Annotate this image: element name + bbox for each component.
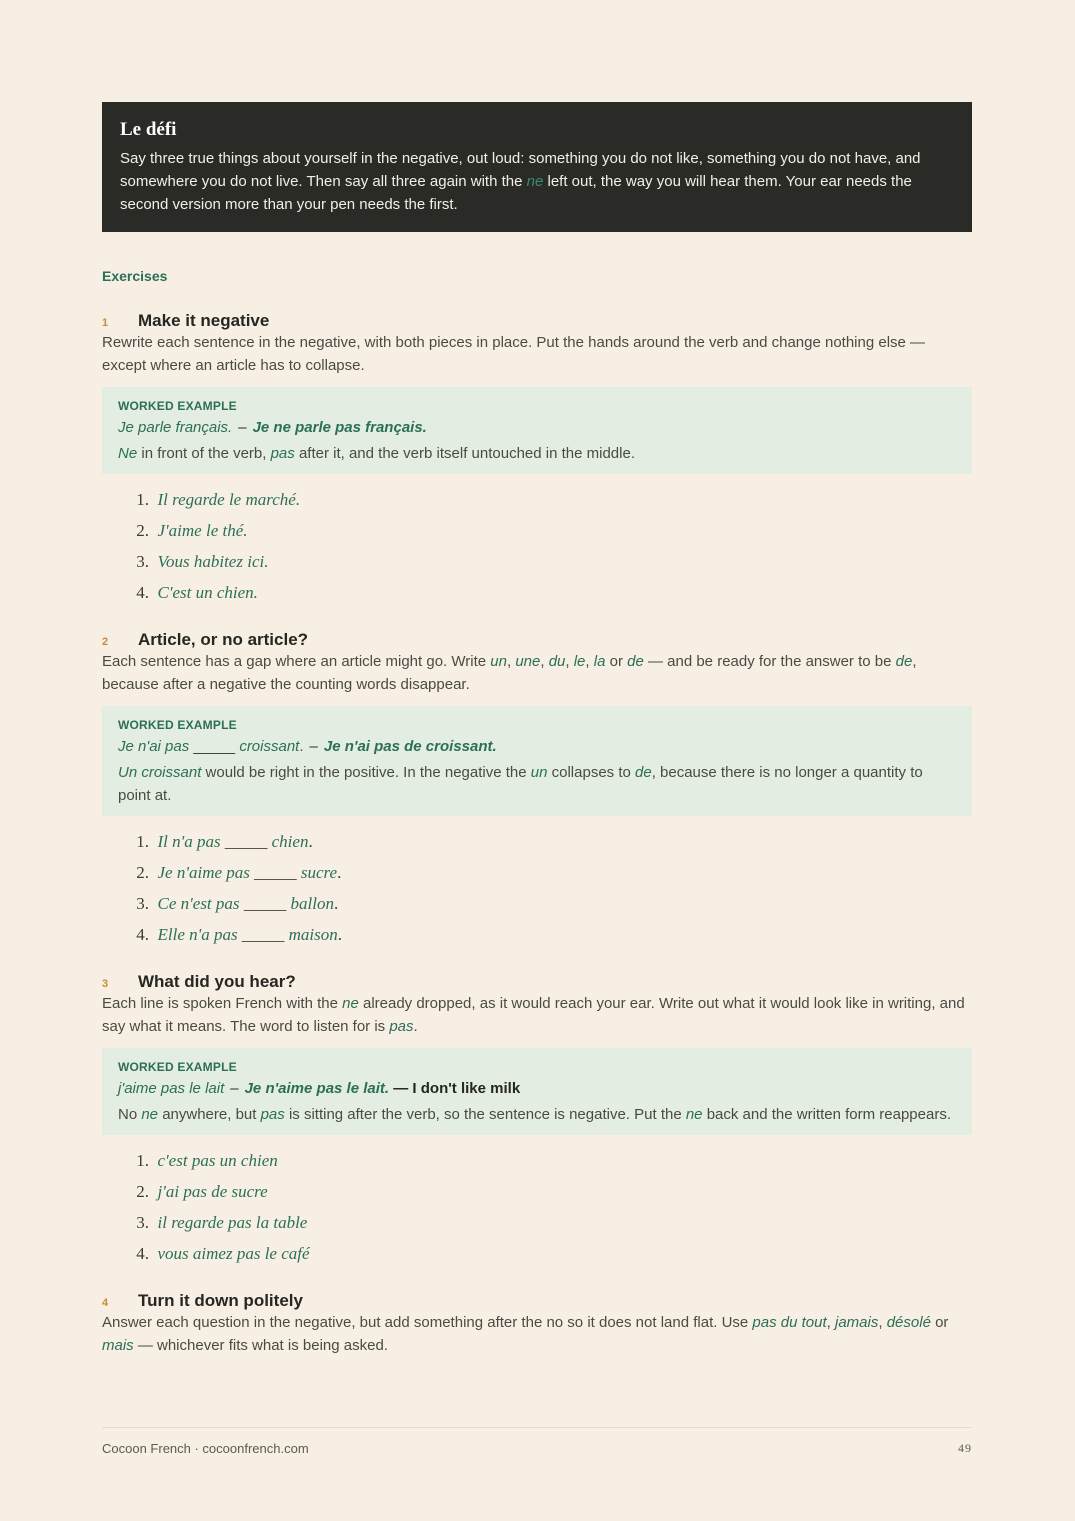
item-part: ballon: [290, 894, 334, 913]
instr-text: Each line is spoken French with the: [102, 995, 343, 1012]
exercise-header: [102, 972, 972, 992]
note-text: in front of the verb,: [137, 445, 271, 462]
item-part: Je n'aime pas: [157, 863, 250, 882]
instr-text: ,: [540, 653, 549, 670]
worked-answer: Je n'ai pas de croissant.: [323, 738, 497, 755]
item-part: chien: [271, 832, 309, 851]
instr-word: le: [573, 653, 586, 670]
item-text: vous aimez pas le café: [157, 1244, 310, 1263]
exercise-items: [102, 826, 972, 950]
instr-text: ,: [585, 653, 594, 670]
instr-word: jamais: [835, 1314, 879, 1331]
exercise-1: [102, 311, 972, 608]
item-number: 3.: [136, 894, 149, 913]
exercise-2: [102, 630, 972, 950]
item-part: maison: [288, 925, 338, 944]
item-number: 3.: [136, 552, 149, 571]
item-text: j'ai pas de sucre: [157, 1182, 268, 1201]
item-number: 1.: [136, 832, 149, 851]
instr-word: du: [548, 653, 566, 670]
item-text: Il regarde le marché.: [157, 490, 301, 509]
note-word: ne: [141, 1106, 159, 1123]
instr-text: or: [930, 1314, 949, 1331]
page-content: [102, 102, 972, 1357]
worked-prompt: croissant: [239, 738, 300, 755]
defi-text-part: left out, the way you will hear them. Your ear needs the second version more than your pen needs the first.: [120, 173, 912, 213]
exercise-title: Article, or no article?: [138, 630, 309, 649]
worked-prompt: j'aime pas le lait: [118, 1080, 225, 1097]
instr-text: ,: [878, 1314, 887, 1331]
instr-word: de: [627, 653, 644, 670]
exercise-items: [102, 484, 972, 608]
exercise-title: Make it negative: [138, 311, 270, 330]
worked-example-line: [118, 735, 956, 758]
instr-word: pas: [389, 1018, 414, 1035]
instr-text: ,: [826, 1314, 835, 1331]
note-word: Ne: [118, 445, 138, 462]
worked-example-label: WORKED EXAMPLE: [118, 718, 237, 732]
item-number: 4.: [136, 1244, 149, 1263]
footer-site: Cocoon French · cocoonfrench.com: [102, 1441, 309, 1456]
item-number: 2.: [136, 1182, 149, 1201]
blank-gap: _____: [241, 925, 285, 944]
instr-text: — whichever fits what is being asked.: [133, 1337, 388, 1354]
exercise-header: [102, 1291, 972, 1311]
instr-text: Answer each question in the negative, but add something after the no so it does not land flat. Use: [102, 1314, 753, 1331]
worked-example-line: [118, 1077, 956, 1100]
exercise-instruction: Rewrite each sentence in the negative, with both pieces in place. Put the hands around the verb and change nothing else — except where an article has to collapse.: [102, 334, 926, 374]
exercise-title: What did you hear?: [138, 972, 296, 991]
item-text: c'est pas un chien: [157, 1151, 278, 1170]
blank-gap: _____: [193, 738, 236, 755]
instr-word: la: [593, 653, 606, 670]
blank-gap: _____: [243, 894, 287, 913]
worked-example-note: [118, 1103, 956, 1126]
exercise-header: [102, 630, 972, 650]
note-text: after it, and the verb itself untouched in the middle.: [294, 445, 635, 462]
item-number: 2.: [136, 863, 149, 882]
instr-word: mais: [102, 1337, 134, 1354]
item-number: 1.: [136, 490, 149, 509]
exercise-number: 2: [102, 636, 109, 648]
instr-text: Each sentence has a gap where an article might go. Write: [102, 653, 491, 670]
note-text: back and the written form reappears.: [702, 1106, 951, 1123]
note-word: pas: [270, 445, 295, 462]
punctuation: .: [299, 738, 304, 755]
worked-answer: Je ne parle pas français.: [252, 419, 427, 436]
instr-text: .: [413, 1018, 418, 1035]
list-item: [102, 1207, 972, 1238]
worked-example: [102, 387, 972, 474]
item-text: [158, 919, 343, 950]
instr-word: désolé: [886, 1314, 931, 1331]
worked-example-note: [118, 761, 956, 807]
list-item: [102, 484, 972, 515]
item-part: Ce n'est pas: [157, 894, 240, 913]
exercise-number: 3: [102, 978, 109, 990]
instr-text: ,: [506, 653, 516, 670]
note-text: is sitting after the verb, so the sentence is negative. Put the: [284, 1106, 686, 1123]
note-word: pas: [260, 1106, 285, 1123]
item-part: Il n'a pas: [157, 832, 221, 851]
list-item: [102, 1176, 972, 1207]
worked-example-line: [118, 416, 956, 439]
note-word: un: [530, 764, 548, 781]
worked-example-label: WORKED EXAMPLE: [118, 1060, 237, 1074]
item-number: 3.: [136, 1213, 149, 1232]
page-number: 49: [958, 1441, 972, 1455]
note-text: collapses to: [547, 764, 635, 781]
worked-example-label: WORKED EXAMPLE: [118, 399, 237, 413]
defi-text: [120, 147, 954, 216]
worked-example-note: [118, 442, 956, 465]
instr-text: already dropped, as it would reach your ear. Write out what it would look like in writing, and say what it means. The word to listen for is: [102, 995, 965, 1035]
item-number: 1.: [136, 1151, 149, 1170]
list-item: [102, 857, 972, 888]
exercise-header: [102, 311, 972, 331]
punctuation: .: [333, 894, 339, 913]
dash: –: [309, 738, 318, 755]
exercise-title: Turn it down politely: [138, 1291, 303, 1310]
instr-word: ne: [342, 995, 359, 1012]
item-number: 4.: [136, 925, 149, 944]
note-text: , because there is no longer a quantity to point at.: [118, 764, 923, 804]
worked-answer: Je n'aime pas le lait.: [244, 1080, 390, 1097]
defi-text-part: Say three true things about yourself in the negative, out loud: something you do not like, something you do not have, and somewhere you do not live. Then say all three again with the: [120, 150, 921, 190]
instr-word: une: [515, 653, 541, 670]
note-text: No: [118, 1106, 142, 1123]
blank-gap: _____: [224, 832, 268, 851]
exercise-3: [102, 972, 972, 1269]
list-item: [102, 919, 972, 950]
exercise-number: 1: [102, 317, 109, 329]
item-number: 2.: [136, 521, 149, 540]
item-text: [158, 857, 342, 888]
item-number: 4.: [136, 583, 149, 602]
item-text: Vous habitez ici.: [157, 552, 269, 571]
exercise-number: 4: [102, 1297, 109, 1309]
list-item: [102, 1145, 972, 1176]
instr-word: pas du tout: [752, 1314, 827, 1331]
note-text: anywhere, but: [158, 1106, 261, 1123]
item-text: C'est un chien.: [157, 583, 258, 602]
dash: –: [230, 1080, 239, 1097]
worked-example: [102, 706, 972, 816]
exercise-instruction: [102, 650, 972, 696]
list-item: [102, 546, 972, 577]
list-item: [102, 826, 972, 857]
note-word: ne: [685, 1106, 703, 1123]
instr-text: , because after a negative the counting words disappear.: [102, 653, 917, 693]
item-text: J'aime le thé.: [157, 521, 248, 540]
defi-callout: [102, 102, 972, 232]
worked-example: [102, 1048, 972, 1135]
defi-title: Le défi: [120, 119, 177, 140]
item-text: [158, 826, 313, 857]
note-word: de: [635, 764, 652, 781]
exercise-instruction: [102, 1311, 972, 1357]
list-item: [102, 1238, 972, 1269]
exercise-items: [102, 1145, 972, 1269]
worked-prompt: Je n'ai pas: [118, 738, 190, 755]
punctuation: .: [337, 863, 342, 882]
punctuation: .: [308, 832, 313, 851]
note-text: would be right in the positive. In the negative the: [201, 764, 531, 781]
blank-gap: _____: [254, 863, 297, 882]
item-text: [158, 888, 339, 919]
instr-text: or: [605, 653, 628, 670]
list-item: [102, 577, 972, 608]
item-text: il regarde pas la table: [157, 1213, 308, 1232]
exercise-4: [102, 1291, 972, 1357]
instr-word: un: [490, 653, 507, 670]
exercise-instruction: [102, 992, 972, 1038]
instr-text: — and be ready for the answer to be: [643, 653, 896, 670]
instr-text: ,: [565, 653, 574, 670]
section-label: Exercises: [102, 268, 168, 284]
page-footer: [102, 1427, 972, 1456]
instr-word: de: [895, 653, 913, 670]
worked-prompt: Je parle français.: [118, 419, 233, 436]
item-part: sucre: [300, 863, 338, 882]
punctuation: .: [337, 925, 343, 944]
list-item: [102, 515, 972, 546]
defi-ne-word: ne: [526, 173, 544, 190]
dash: –: [238, 419, 247, 436]
list-item: [102, 888, 972, 919]
worked-meaning: — I don't like milk: [389, 1080, 521, 1097]
note-word: Un croissant: [118, 764, 202, 781]
item-part: Elle n'a pas: [157, 925, 238, 944]
